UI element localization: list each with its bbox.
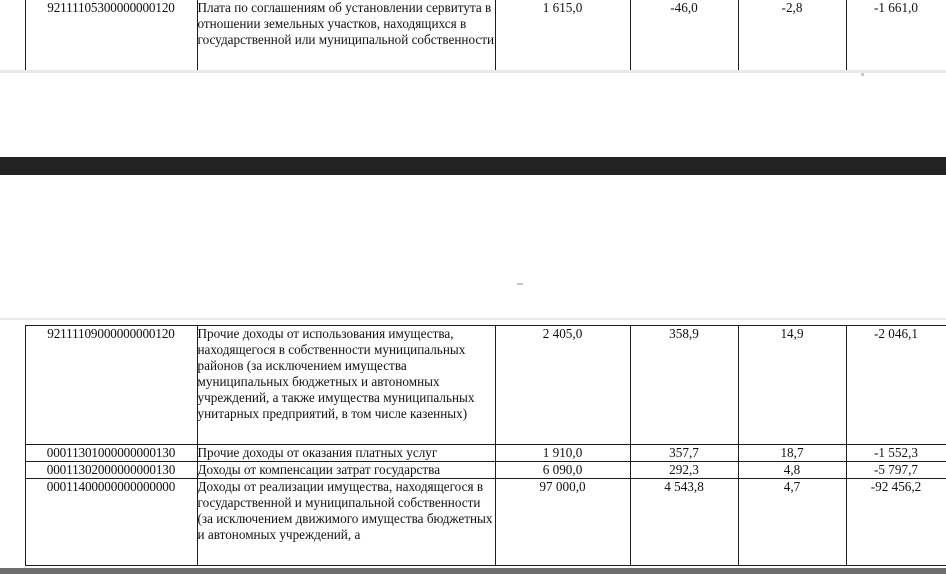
scan-speck	[517, 283, 523, 285]
cell-deviation-amount: -2 046,1	[846, 326, 946, 445]
cell-budget-code: 00011301000000000130	[25, 445, 197, 462]
row-gutter	[0, 445, 25, 462]
cell-revenue-name: Прочие доходы от использования имущества, находящегося в собственности муниципальных районов (за исключением имущества муниципальных бюджетных и автономных учреждений, а также имущества муниципальных унитарных предприятий, в том числе казенных)	[197, 326, 495, 445]
cell-revenue-name: Плата по соглашениям об установлении сервитута в отношении земельных участков, находящихся в государственной или муниципальной собственности	[197, 0, 495, 71]
scanner-dark-band	[0, 157, 946, 175]
cell-fact-amount: 357,7	[630, 445, 738, 462]
row-gutter	[0, 462, 25, 479]
scan-smudge	[0, 318, 946, 320]
cell-deviation-amount: -5 797,7	[846, 462, 946, 479]
cell-plan-amount: 1 615,0	[495, 0, 630, 71]
cell-deviation-amount: -1 661,0	[846, 0, 946, 71]
cell-deviation-amount: -92 456,2	[846, 479, 946, 566]
scan-smudge	[0, 70, 946, 73]
cell-deviation-amount: -1 552,3	[846, 445, 946, 462]
cell-percent-executed: 4,8	[738, 462, 846, 479]
cell-percent-executed: -2,8	[738, 0, 846, 71]
cell-fact-amount: 358,9	[630, 326, 738, 445]
table-row	[0, 462, 946, 479]
cell-budget-code: 00011400000000000000	[25, 479, 197, 566]
budget-table-fragment-top	[0, 0, 946, 71]
table-row	[0, 0, 946, 71]
budget-table-fragment-bottom	[0, 325, 946, 566]
cell-fact-amount: 292,3	[630, 462, 738, 479]
cell-percent-executed: 14,9	[738, 326, 846, 445]
row-gutter	[0, 479, 25, 566]
cell-budget-code: 92111105300000000120	[25, 0, 197, 71]
table-row	[0, 479, 946, 566]
cell-plan-amount: 6 090,0	[495, 462, 630, 479]
scanner-bottom-band	[0, 568, 946, 574]
cell-revenue-name: Доходы от реализации имущества, находящегося в государственной и муниципальной собственности (за исключением движимого имущества бюджетных и автономных учреждений, а	[197, 479, 495, 566]
table-row	[0, 445, 946, 462]
table-row	[0, 326, 946, 445]
cell-revenue-name: Доходы от компенсации затрат государства	[197, 462, 495, 479]
cell-revenue-name: Прочие доходы от оказания платных услуг	[197, 445, 495, 462]
cell-budget-code: 00011302000000000130	[25, 462, 197, 479]
row-gutter	[0, 0, 25, 71]
cell-budget-code: 92111109000000000120	[25, 326, 197, 445]
cell-percent-executed: 4,7	[738, 479, 846, 566]
cell-fact-amount: -46,0	[630, 0, 738, 71]
cell-fact-amount: 4 543,8	[630, 479, 738, 566]
row-gutter	[0, 326, 25, 445]
cell-plan-amount: 1 910,0	[495, 445, 630, 462]
cell-plan-amount: 97 000,0	[495, 479, 630, 566]
cell-percent-executed: 18,7	[738, 445, 846, 462]
cell-plan-amount: 2 405,0	[495, 326, 630, 445]
scan-speck	[861, 73, 864, 76]
